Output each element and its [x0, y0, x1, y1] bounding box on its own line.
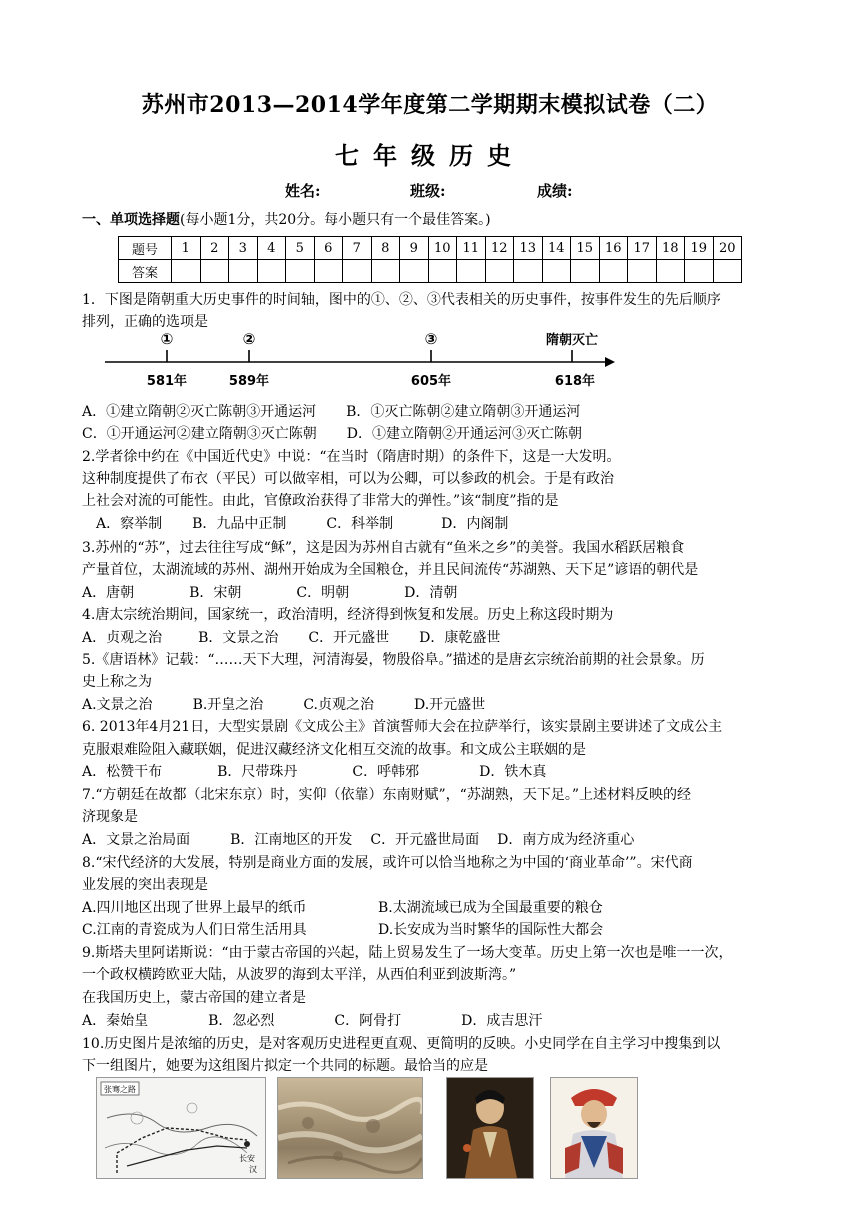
- answer-table-answer-cell: [400, 260, 429, 283]
- answer-table-number-cell: 18: [656, 237, 685, 260]
- q2-option-a: A．察举制: [96, 516, 163, 532]
- exam-subtitle: 七年级历史: [335, 141, 525, 170]
- q8-line2: 业发展的突出表现是: [82, 877, 208, 893]
- q7-options: [82, 829, 634, 851]
- q6-option-b: B．尺带珠丹: [217, 764, 298, 780]
- q1-option-c: C．①开通运河②建立隋朝③灭亡陈朝: [82, 426, 317, 442]
- q8-line1: 8.“宋代经济的大发展，特别是商业方面的发展，或许可以恰当地称之为中国的‘商业革命’”。宋代商: [82, 855, 693, 871]
- q10-line1: 10.历史图片是浓缩的历史，是对客观历史进程更直观、更简明的反映。小史同学在自主学习中搜集到以: [82, 1036, 721, 1052]
- answer-table-row2-label: 答案: [119, 260, 172, 283]
- q7-option-c: C．开元盛世局面: [370, 832, 480, 848]
- answer-table-number-cell: 20: [713, 237, 742, 260]
- answer-table-number-cell: 8: [371, 237, 400, 260]
- q8-option-b: B.太湖流域已成为全国最重要的粮仓: [378, 900, 603, 916]
- q9-line3: 在我国历史上，蒙古帝国的建立者是: [82, 990, 306, 1006]
- q3-line1: 3.苏州的“苏”，过去往往写成“稣”，这是因为苏州自古就有“鱼米之乡”的美誉。我国水稻跃居粮食: [82, 540, 685, 556]
- timeline-marker-2: ②: [242, 330, 256, 348]
- answer-table-answer-cell: [485, 260, 514, 283]
- q3-option-d: D．清朝: [404, 585, 458, 601]
- timeline-year-3: 605年: [410, 374, 452, 389]
- q7-option-b: B．江南地区的开发: [230, 832, 353, 848]
- name-label: 姓名:: [285, 182, 321, 200]
- q8-options-row1: [82, 897, 603, 919]
- q6-option-c: C．呼韩邪: [352, 764, 420, 780]
- answer-table-answer-cell: [229, 260, 258, 283]
- q3-option-c: C．明朝: [296, 585, 350, 601]
- q8-option-a: A.四川地区出现了世界上最早的纸币: [82, 900, 307, 916]
- q2-options: [96, 513, 508, 535]
- answer-table-answer-cell: [571, 260, 600, 283]
- map-title: 张骞之路: [104, 1085, 136, 1094]
- q9-line2: 一个政权横跨欧亚大陆，从波罗的海到太平洋，从西伯利亚到波斯湾。”: [82, 967, 517, 983]
- q1-options-row2: [82, 423, 582, 445]
- q1-option-d: D．①建立隋朝②开通运河③灭亡陈朝: [346, 426, 582, 442]
- answer-table-answer-cell: [286, 260, 315, 283]
- answer-table-number-cell: 15: [571, 237, 600, 260]
- answer-table-number-cell: 1: [172, 237, 201, 260]
- q8-options-row2: [82, 919, 603, 941]
- answer-table: [118, 236, 742, 283]
- map-label-changan: 长安: [239, 1154, 255, 1163]
- answer-table-answer-cell: [514, 260, 543, 283]
- answer-table-answer-cell: [428, 260, 457, 283]
- q5-line2: 史上称之为: [82, 674, 152, 690]
- answer-table-answer-cell: [656, 260, 685, 283]
- q1-options-row1: [82, 401, 580, 423]
- answer-table-answer-cell: [628, 260, 657, 283]
- q2-line1: 2.学者徐中约在《中国近代史》中说：“在当时（隋唐时期）的条件下，这是一大发明。: [82, 449, 621, 465]
- timeline-year-4: 618年: [554, 374, 596, 389]
- q9-option-c: C．阿骨打: [334, 1013, 402, 1029]
- q6-line1: 6. 2013年4月21日，大型实景剧《文成公主》首演誓师大会在拉萨举行，该实景剧主要讲述了文成公主: [82, 719, 723, 735]
- q9-options: [82, 1010, 542, 1032]
- q7-line2: 济现象是: [82, 809, 138, 825]
- q8-option-c: C.江南的青瓷成为人们日常生活用具: [82, 922, 307, 938]
- answer-table-number-cell: 19: [685, 237, 714, 260]
- answer-table-number-cell: 3: [229, 237, 258, 260]
- q7-option-a: A．文景之治局面: [82, 832, 191, 848]
- answer-table-answer-cell: [200, 260, 229, 283]
- q9-option-a: A．秦始皇: [82, 1013, 149, 1029]
- answer-table-answer-cell: [685, 260, 714, 283]
- answer-table-number-cell: 10: [428, 237, 457, 260]
- score-label: 成绩:: [537, 182, 573, 200]
- q3-option-a: A．唐朝: [82, 585, 135, 601]
- mural-drawing: [278, 1078, 422, 1178]
- q5-options: [82, 694, 485, 716]
- q6-option-a: A．松赞干布: [82, 764, 163, 780]
- answer-table-number-cell: 16: [599, 237, 628, 260]
- q1-line1: 1．下图是隋朝重大历史事件的时间轴，图中的①、②、③代表相关的历史事件，按事件发生的先后顺序: [82, 292, 721, 308]
- q4-option-a: A．贞观之治: [82, 630, 163, 646]
- answer-table-number-cell: 12: [485, 237, 514, 260]
- q2-option-c: C．科举制: [326, 516, 394, 532]
- answer-table-number-cell: 14: [542, 237, 571, 260]
- answer-table-answer-cell: [599, 260, 628, 283]
- q10-portrait-image-2: [550, 1077, 638, 1179]
- answer-table-answer-cell: [172, 260, 201, 283]
- q4-option-d: D．康乾盛世: [419, 630, 501, 646]
- answer-table-number-cell: 13: [514, 237, 543, 260]
- answer-table-number-cell: 9: [400, 237, 429, 260]
- answer-table-answer-cell: [713, 260, 742, 283]
- q5-option-b: B.开皇之治: [192, 697, 264, 713]
- class-label: 班级:: [410, 182, 446, 200]
- timeline-arrow: [605, 357, 615, 367]
- q2-line2: 这种制度提供了布衣（平民）可以做宰相，可以为公卿，可以参政的机会。于是有政治: [82, 471, 614, 487]
- q9-line1: 9.斯塔夫里阿诺斯说：“由于蒙古帝国的兴起，陆上贸易发生了一场大变革。历史上第一次也是唯一一次，: [82, 945, 733, 961]
- answer-table-number-cell: 5: [286, 237, 315, 260]
- q1-line2: 排列，正确的选项是: [82, 314, 208, 330]
- q4-line1: 4.唐太宗统治期间，国家统一，政治清明，经济得到恢复和发展。历史上称这段时期为: [82, 607, 614, 623]
- q10-line2: 下一组图片，她要为这组图片拟定一个共同的标题。最恰当的应是: [82, 1058, 488, 1074]
- section-title: 一、单项选择题: [82, 212, 180, 228]
- q6-line2: 克服艰难险阻入藏联姻，促进汉藏经济文化相互交流的故事。和文成公主联姻的是: [82, 742, 586, 758]
- q4-option-c: C．开元盛世: [308, 630, 390, 646]
- q2-line3: 上社会对流的可能性。由此，官僚政治获得了非常大的弹性。”该“制度”指的是: [82, 493, 559, 509]
- answer-table-number-cell: 6: [314, 237, 343, 260]
- q7-line1: 7.“方朝廷在故都（北宋东京）时，实仰（依靠）东南财赋”，“苏湖熟，天下足。”上述材料反映的经: [82, 787, 691, 803]
- q1-timeline: [105, 328, 625, 394]
- q3-options: [82, 582, 457, 604]
- answer-table-number-cell: 17: [628, 237, 657, 260]
- answer-table-row1-label: 题号: [119, 237, 172, 260]
- answer-table-answer-cell: [457, 260, 486, 283]
- q6-option-d: D．铁木真: [479, 764, 547, 780]
- timeline-marker-3: ③: [424, 330, 438, 348]
- section-note: (每小题1分，共20分。每小题只有一个最佳答案。): [180, 212, 491, 228]
- answer-table-number-cell: 11: [457, 237, 486, 260]
- answer-table-number-row: [119, 237, 742, 260]
- answer-table-number-cell: 2: [200, 237, 229, 260]
- timeline-marker-1: ①: [160, 330, 174, 348]
- portrait-2-drawing: [551, 1078, 637, 1178]
- answer-table-number-cell: 4: [257, 237, 286, 260]
- q9-option-b: B．忽必烈: [208, 1013, 275, 1029]
- answer-table-answer-cell: [314, 260, 343, 283]
- q1-option-b: B．①灭亡陈朝②建立隋朝③开通运河: [346, 404, 581, 420]
- q5-option-d: D.开元盛世: [413, 697, 486, 713]
- q4-option-b: B．文景之治: [198, 630, 279, 646]
- exam-title: 苏州市2013—2014学年度第二学期期末模拟试卷（二）: [141, 92, 719, 118]
- q6-options: [82, 761, 546, 783]
- answer-table-answer-cell: [542, 260, 571, 283]
- section-heading: [82, 209, 491, 229]
- map-drawing: [97, 1078, 265, 1178]
- q3-line2: 产量首位，太湖流域的苏州、湖州开始成为全国粮仓，并且民间流传“苏湖熟、天下足”谚语的朝代是: [82, 562, 699, 578]
- q5-option-c: C.贞观之治: [303, 697, 374, 713]
- q3-option-b: B．宋朝: [189, 585, 242, 601]
- answer-table-answer-cell: [371, 260, 400, 283]
- answer-table-answer-cell: [257, 260, 286, 283]
- answer-table-answer-cell: [343, 260, 372, 283]
- q10-map-image: [96, 1077, 266, 1179]
- answer-table-answer-row: [119, 260, 742, 283]
- q8-option-d: D.长安成为当时繁华的国际性大都会: [378, 922, 604, 938]
- q2-option-d: D．内阁制: [441, 516, 509, 532]
- q2-option-b: B．九品中正制: [192, 516, 287, 532]
- timeline-year-2: 589年: [228, 374, 270, 389]
- q10-mural-image: [277, 1077, 423, 1179]
- q7-option-d: D．南方成为经济重心: [497, 832, 635, 848]
- portrait-1-drawing: [447, 1078, 533, 1178]
- q1-option-a: A．①建立隋朝②灭亡陈朝③开通运河: [82, 404, 317, 420]
- q10-portrait-image-1: [446, 1077, 534, 1179]
- q4-options: [82, 627, 500, 649]
- timeline-year-1: 581年: [146, 374, 188, 389]
- q9-option-d: D．成吉思汗: [461, 1013, 543, 1029]
- answer-table-number-cell: 7: [343, 237, 372, 260]
- q5-line1: 5.《唐语林》记载：“……天下大理，河清海晏，物殷俗阜。”描述的是唐玄宗统治前期的社会景象。历: [82, 652, 705, 668]
- timeline-marker-4: 隋朝灭亡: [545, 333, 599, 348]
- map-label-han: 汉: [249, 1165, 257, 1174]
- q5-option-a: A.文景之治: [82, 697, 153, 713]
